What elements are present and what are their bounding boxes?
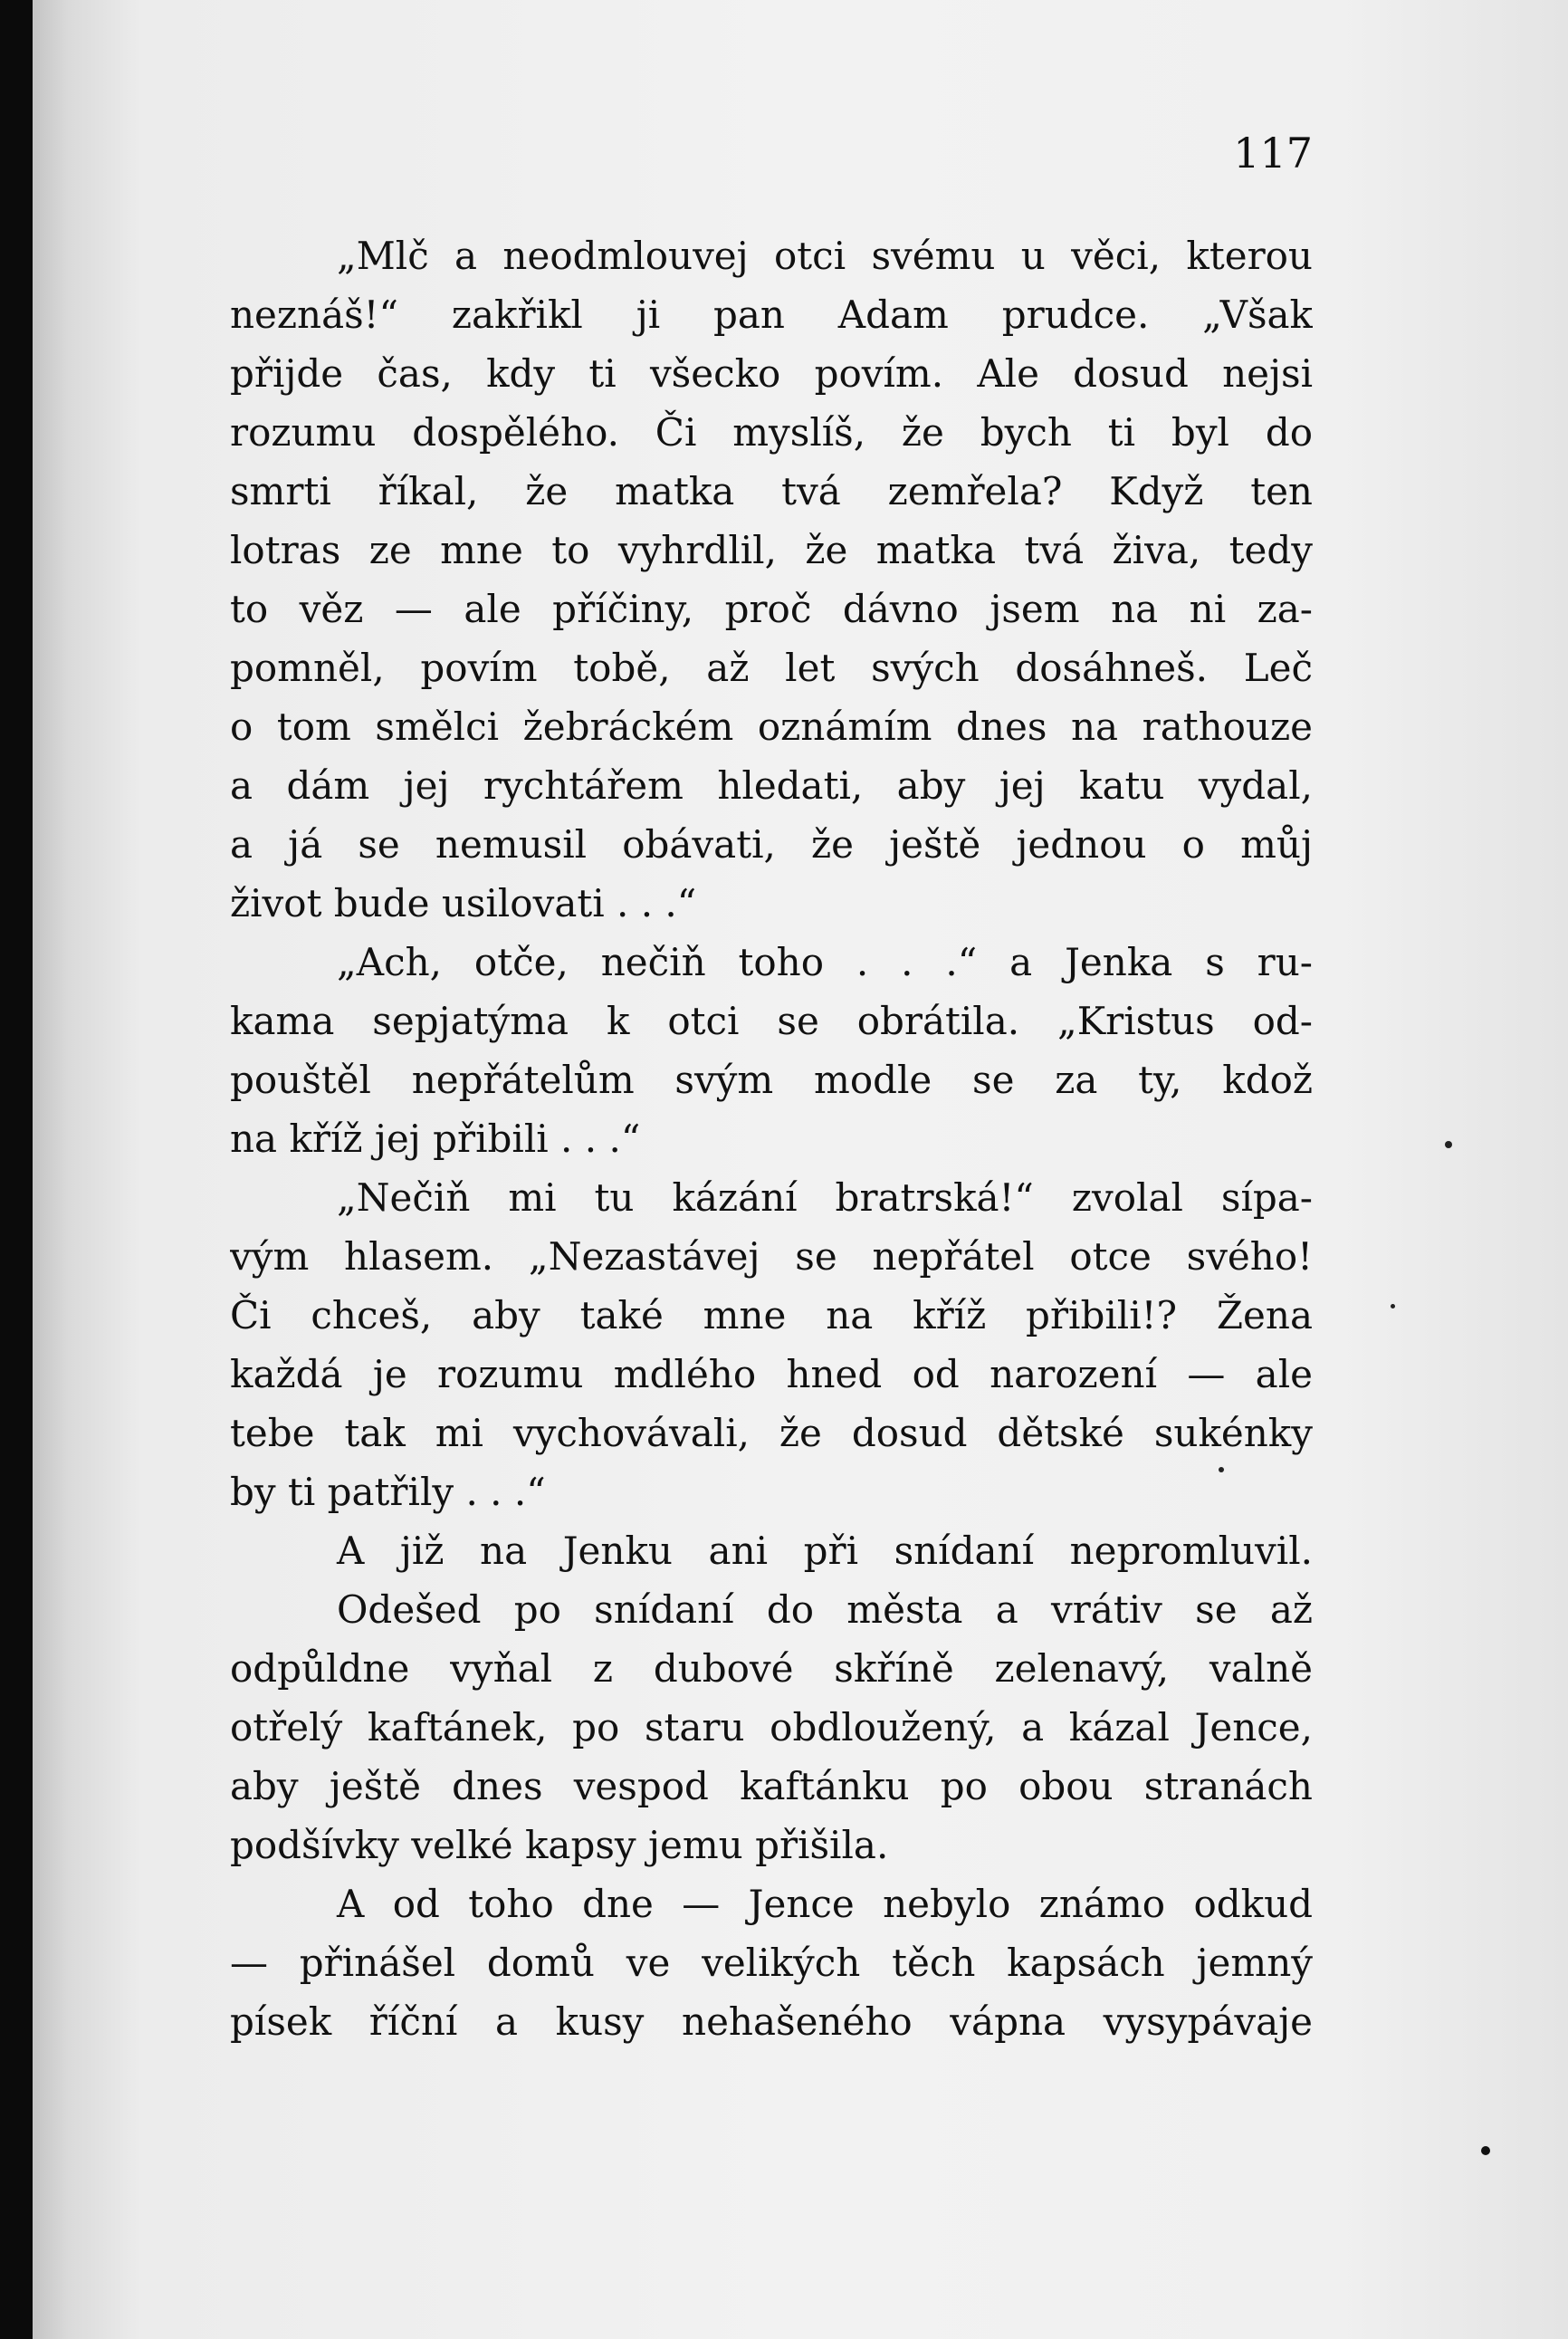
text-line: aby ještě dnes vespod kaftánku po obou stranách xyxy=(230,1764,1313,1808)
text-line: a já se nemusil obávati, že ještě jednou o můj xyxy=(230,822,1313,867)
text-line: Či chceš, aby také mne na kříž přibili!? Žena xyxy=(230,1293,1313,1337)
text-line: život bude usilovati . . .“ xyxy=(230,881,697,925)
text-line: smrti říkal, že matka tvá zemřela? Když ten xyxy=(230,469,1313,513)
text-line: odpůldne vyňal z dubové skříně zelenavý, valně xyxy=(230,1646,1313,1691)
text-line: „Nečiň mi tu kázání bratrská!“ zvolal sípa- xyxy=(337,1175,1313,1220)
text-line: pomněl, povím tobě, až let svých dosáhneš. Leč xyxy=(230,646,1313,690)
print-speck xyxy=(1481,2146,1490,2155)
text-line: neznáš!“ zakřikl ji pan Adam prudce. „Však xyxy=(230,292,1313,337)
text-line: to věz — ale příčiny, proč dávno jsem na ni za- xyxy=(230,587,1313,631)
text-line: Odešed po snídaní do města a vrátiv se až xyxy=(337,1587,1313,1632)
text-line: A již na Jenku ani při snídaní nepromluvil. xyxy=(337,1529,1313,1573)
text-line: by ti patřily . . .“ xyxy=(230,1470,546,1514)
body-text xyxy=(230,226,1313,2051)
text-line: „Mlč a neodmlouvej otci svému u věci, kterou xyxy=(337,234,1313,278)
page-number: 117 xyxy=(1233,129,1313,177)
text-line: — přinášel domů ve velikých těch kapsách jemný xyxy=(230,1941,1313,1985)
text-line: a dám jej rychtářem hledati, aby jej katu vydal, xyxy=(230,763,1313,808)
text-line: přijde čas, kdy ti všecko povím. Ale dosud nejsi xyxy=(230,351,1313,396)
text-line: vým hlasem. „Nezastávej se nepřátel otce svého! xyxy=(230,1234,1313,1279)
text-line: kama sepjatýma k otci se obrátila. „Kristus od- xyxy=(230,999,1313,1043)
text-line: každá je rozumu mdlého hned od narození — ale xyxy=(230,1352,1313,1396)
text-line: písek říční a kusy nehašeného vápna vysypávaje xyxy=(230,1999,1313,2044)
print-speck xyxy=(1445,1141,1452,1148)
text-line: podšívky velké kapsy jemu přišila. xyxy=(230,1823,889,1867)
text-line: otřelý kaftánek, po staru obdloužený, a kázal Jence, xyxy=(230,1705,1313,1749)
text-line: rozumu dospělého. Či myslíš, že bych ti byl do xyxy=(230,410,1313,455)
text-line: lotras ze mne to vyhrdlil, že matka tvá živa, tedy xyxy=(230,528,1313,572)
text-line: o tom smělci žebráckém oznámím dnes na rathouze xyxy=(230,705,1313,749)
text-line: na kříž jej přibili . . .“ xyxy=(230,1117,641,1161)
text-line: tebe tak mi vychovávali, že dosud dětské sukénky xyxy=(230,1411,1313,1455)
text-line: pouštěl nepřátelům svým modle se za ty, kdož xyxy=(230,1058,1313,1102)
print-speck xyxy=(1391,1304,1395,1308)
text-line: „Ach, otče, nečiň toho . . .“ a Jenka s ru- xyxy=(337,940,1313,984)
book-spine-edge xyxy=(0,0,33,2339)
text-line: A od toho dne — Jence nebylo známo odkud xyxy=(337,1882,1313,1926)
